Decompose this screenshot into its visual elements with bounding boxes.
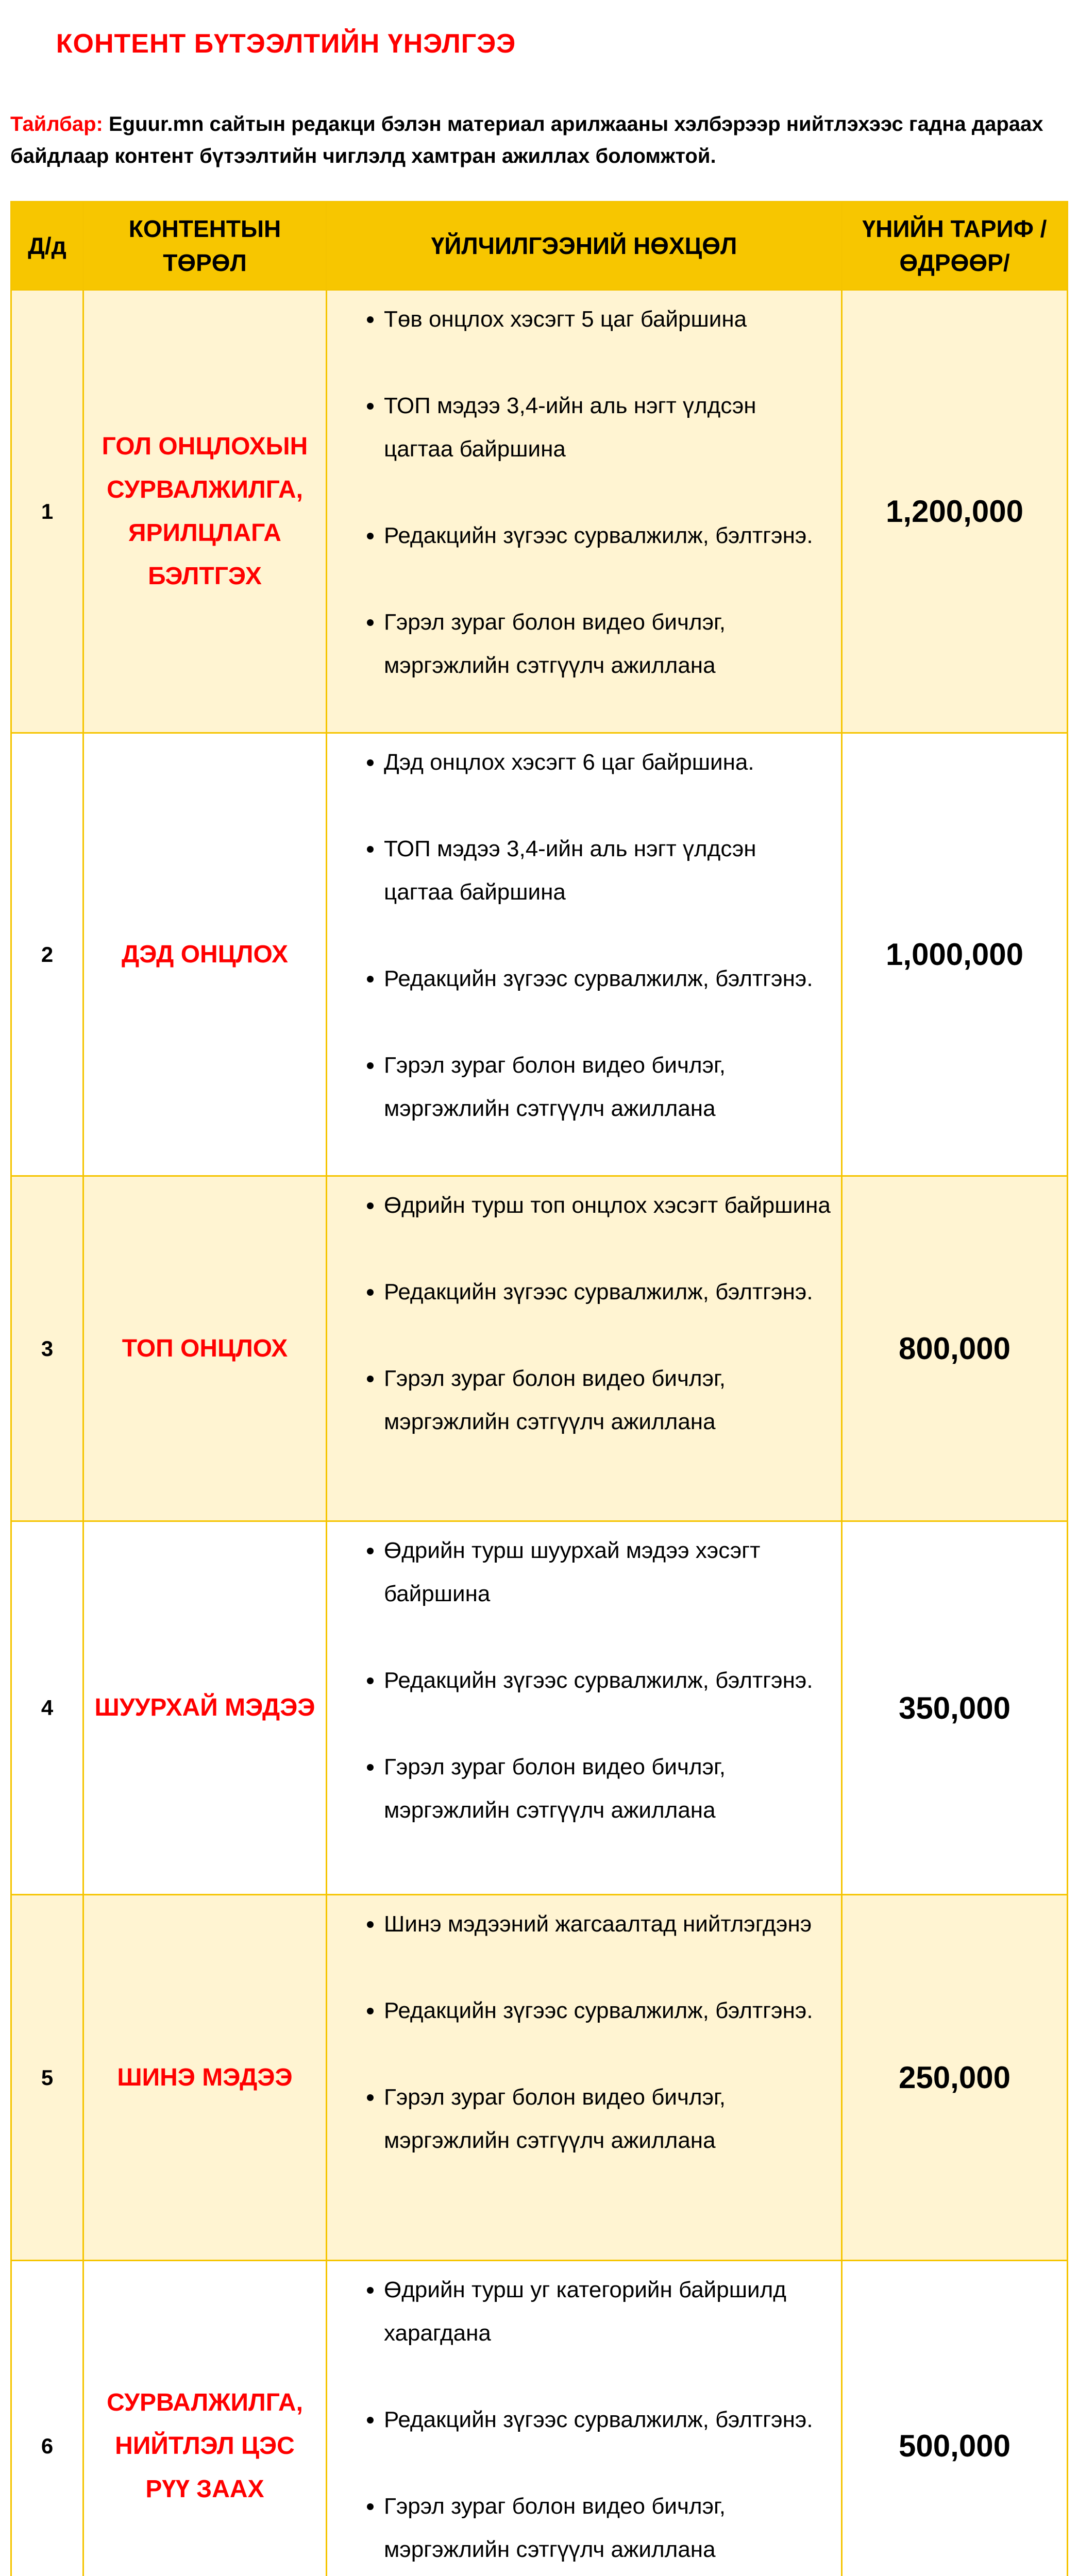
condition-item: • Шинэ мэдээний жагсаалтад нийтлэгдэнэ <box>384 1903 831 1946</box>
conditions-list <box>338 1903 831 2162</box>
condition-item: • Редакцийн зүгээс сурвалжилж, бэлтгэнэ. <box>384 1659 831 1702</box>
price-value: 250,000 <box>842 1895 1068 2261</box>
conditions-list <box>338 1529 831 1832</box>
service-conditions <box>327 1176 842 1521</box>
condition-item: • Гэрэл зураг болон видео бичлэг, мэргэжлийн сэтгүүлч ажиллана <box>384 2076 831 2162</box>
conditions-list <box>338 2268 831 2571</box>
condition-item: • Редакцийн зүгээс сурвалжилж, бэлтгэнэ. <box>384 1270 831 1314</box>
page-title: КОНТЕНТ БҮТЭЭЛТИЙН ҮНЭЛГЭЭ <box>56 29 516 59</box>
conditions-list <box>338 298 831 687</box>
table-row <box>11 1176 1068 1521</box>
price-value: 1,000,000 <box>842 733 1068 1176</box>
row-number: 3 <box>11 1176 83 1521</box>
note-paragraph <box>10 108 1062 172</box>
price-value: 800,000 <box>842 1176 1068 1521</box>
header-price-tariff: ҮНИЙН ТАРИФ /ӨДРӨӨР/ <box>842 202 1068 290</box>
service-conditions <box>327 2261 842 2576</box>
conditions-list <box>338 741 831 1130</box>
condition-item: • Төв онцлох хэсэгт 5 цаг байршина <box>384 298 831 341</box>
content-type: СУРВАЛЖИЛГА, НИЙТЛЭЛ ЦЭС РҮҮ ЗААХ <box>83 2261 327 2576</box>
service-conditions <box>327 1521 842 1895</box>
note-text: Eguur.mn сайтын редакци бэлэн материал арилжааны хэлбэрээр нийтлэхээс гадна дараах байдлаар контент бүтээлтийн чиглэлд хамтран ажиллах боломжтой. <box>10 113 1043 167</box>
condition-item: • Гэрэл зураг болон видео бичлэг, мэргэжлийн сэтгүүлч ажиллана <box>384 1044 831 1130</box>
table-row <box>11 2261 1068 2576</box>
condition-item: • Гэрэл зураг болон видео бичлэг, мэргэжлийн сэтгүүлч ажиллана <box>384 2485 831 2571</box>
table-row <box>11 1521 1068 1895</box>
content-type: ШУУРХАЙ МЭДЭЭ <box>83 1521 327 1895</box>
header-number: Д/д <box>11 202 83 290</box>
content-type: ДЭД ОНЦЛОХ <box>83 733 327 1176</box>
service-conditions <box>327 1895 842 2261</box>
row-number: 5 <box>11 1895 83 2261</box>
service-conditions <box>327 290 842 733</box>
content-type: ГОЛ ОНЦЛОХЫН СУРВАЛЖИЛГА, ЯРИЛЦЛАГА БЭЛТГЭХ <box>83 290 327 733</box>
condition-item: • Гэрэл зураг болон видео бичлэг, мэргэжлийн сэтгүүлч ажиллана <box>384 1357 831 1444</box>
condition-item: • Өдрийн турш уг категорийн байршилд харагдана <box>384 2268 831 2355</box>
condition-item: • ТОП мэдээ 3,4-ийн аль нэгт үлдсэн цагтаа байршина <box>384 384 831 471</box>
header-content-type: КОНТЕНТЫН ТӨРӨЛ <box>83 202 327 290</box>
conditions-list <box>338 1184 831 1444</box>
condition-item: • Редакцийн зүгээс сурвалжилж, бэлтгэнэ. <box>384 2398 831 2442</box>
condition-item: • ТОП мэдээ 3,4-ийн аль нэгт үлдсэн цагтаа байршина <box>384 827 831 914</box>
table-row <box>11 733 1068 1176</box>
service-conditions <box>327 733 842 1176</box>
condition-item: • Редакцийн зүгээс сурвалжилж, бэлтгэнэ. <box>384 514 831 557</box>
note-label: Тайлбар: <box>10 113 103 135</box>
row-number: 6 <box>11 2261 83 2576</box>
condition-item: • Редакцийн зүгээс сурвалжилж, бэлтгэнэ. <box>384 957 831 1001</box>
row-number: 1 <box>11 290 83 733</box>
table-row <box>11 290 1068 733</box>
header-service-conditions: ҮЙЛЧИЛГЭЭНИЙ НӨХЦӨЛ <box>327 202 842 290</box>
price-value: 500,000 <box>842 2261 1068 2576</box>
condition-item: • Дэд онцлох хэсэгт 6 цаг байршина. <box>384 741 831 784</box>
table-row <box>11 1895 1068 2261</box>
price-value: 1,200,000 <box>842 290 1068 733</box>
condition-item: • Өдрийн турш шуурхай мэдээ хэсэгт байршина <box>384 1529 831 1616</box>
condition-item: • Гэрэл зураг болон видео бичлэг, мэргэжлийн сэтгүүлч ажиллана <box>384 1745 831 1832</box>
condition-item: • Редакцийн зүгээс сурвалжилж, бэлтгэнэ. <box>384 1989 831 2032</box>
row-number: 2 <box>11 733 83 1176</box>
row-number: 4 <box>11 1521 83 1895</box>
table-body <box>11 290 1068 2576</box>
table-header-row <box>11 202 1068 290</box>
content-type: ТОП ОНЦЛОХ <box>83 1176 327 1521</box>
condition-item: • Гэрэл зураг болон видео бичлэг, мэргэжлийн сэтгүүлч ажиллана <box>384 601 831 687</box>
price-value: 350,000 <box>842 1521 1068 1895</box>
content-type: ШИНЭ МЭДЭЭ <box>83 1895 327 2261</box>
condition-item: • Өдрийн турш топ онцлох хэсэгт байршина <box>384 1184 831 1227</box>
pricing-table <box>10 201 1068 2576</box>
